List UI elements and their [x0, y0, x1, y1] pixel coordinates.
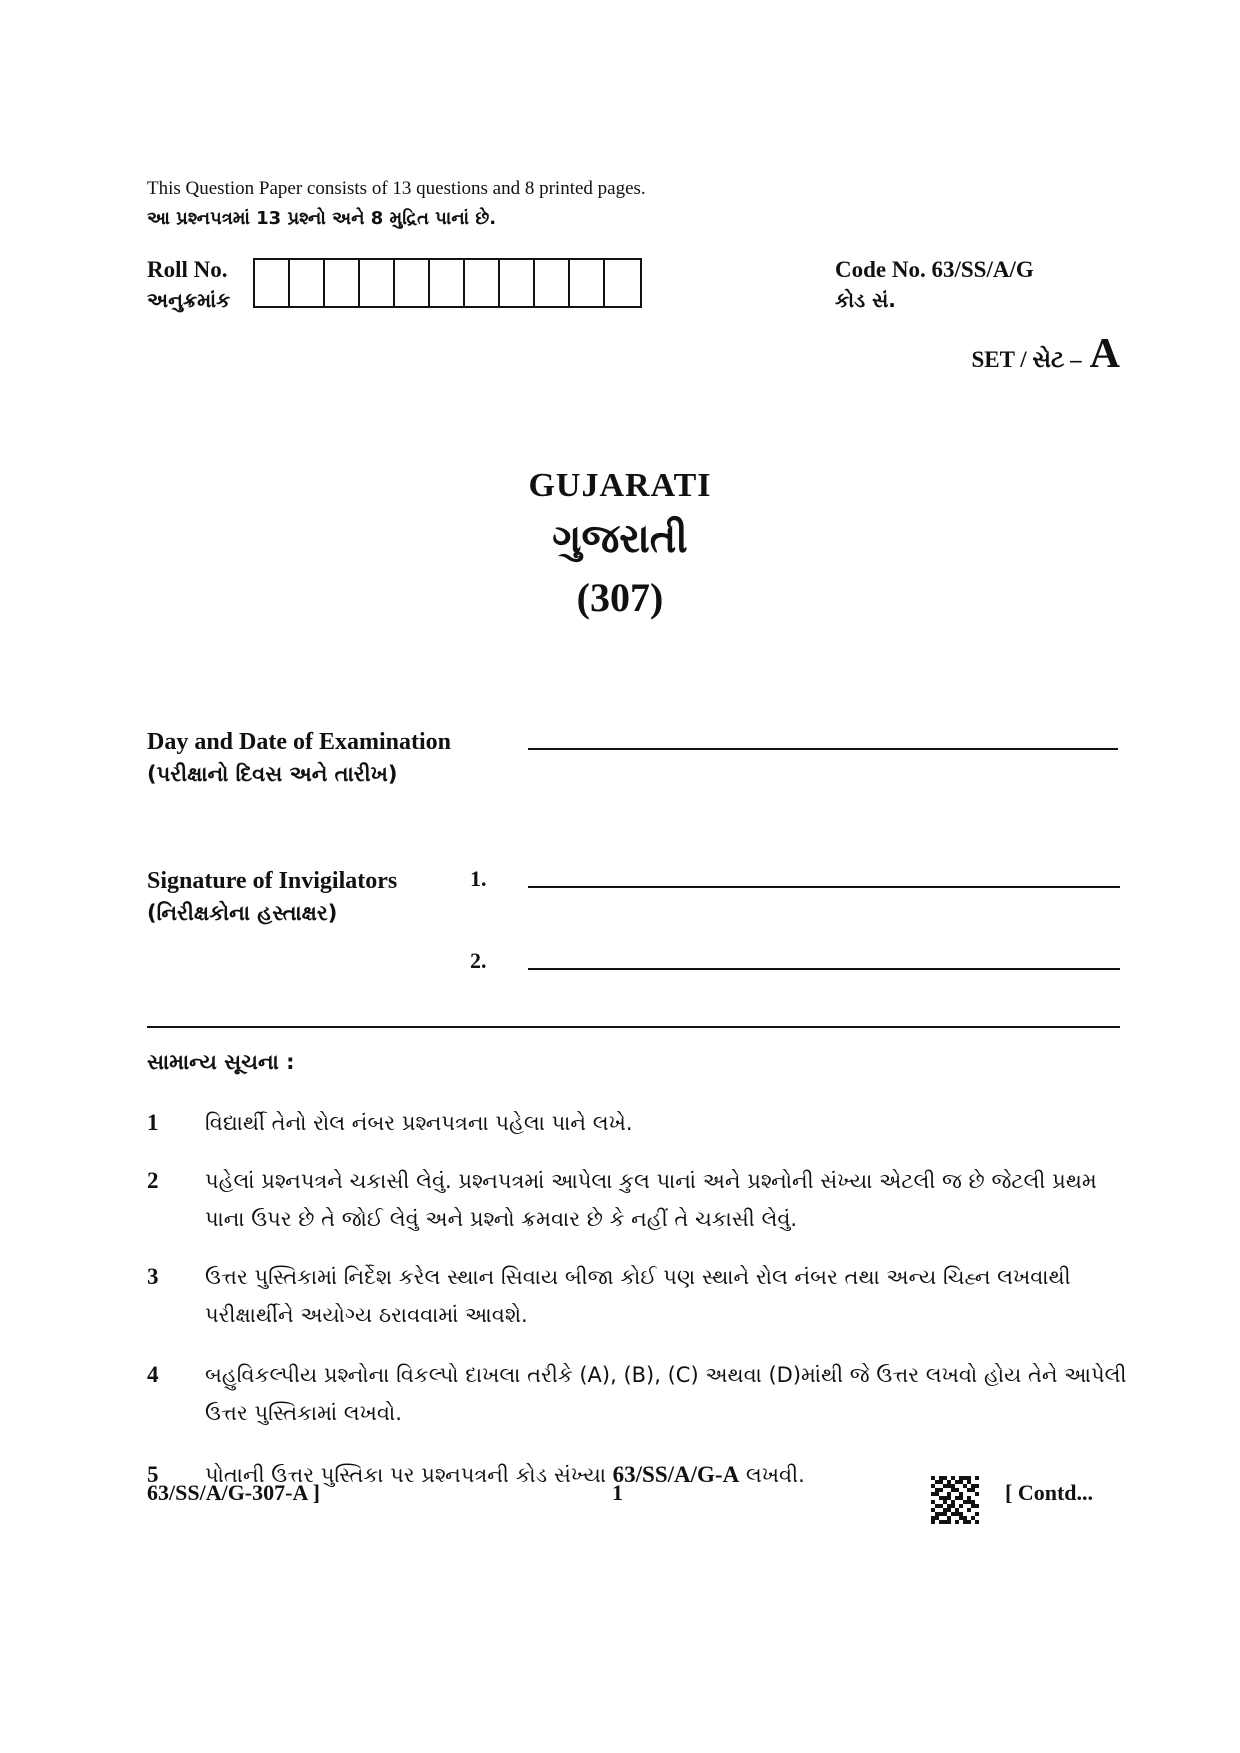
instruction-item — [147, 1162, 1127, 1238]
roll-number-box[interactable] — [325, 260, 360, 306]
paper-info — [147, 174, 646, 234]
invigilator-signature-label — [147, 865, 397, 929]
instruction-number: 4 — [147, 1362, 159, 1387]
instruction-text-before: પોતાની ઉત્તર પુસ્તિકા પર પ્રશ્નપત્રની કોડ સંખ્યા — [205, 1463, 606, 1487]
roll-number-box[interactable] — [570, 260, 605, 306]
page-number: 1 — [612, 1480, 623, 1505]
roll-number-box[interactable] — [500, 260, 535, 306]
exam-date-label — [147, 726, 451, 790]
exam-date-line[interactable] — [528, 748, 1118, 750]
code-number-label — [835, 255, 1034, 315]
roll-number-box[interactable] — [605, 260, 640, 306]
instruction-number: 5 — [147, 1462, 159, 1487]
roll-number-box[interactable] — [395, 260, 430, 306]
instruction-text — [205, 1456, 1127, 1494]
continued-indicator: [ Contd... — [1005, 1480, 1094, 1505]
roll-number-box[interactable] — [290, 260, 325, 306]
roll-label-english: Roll No. — [147, 257, 228, 282]
roll-number-box[interactable] — [360, 260, 395, 306]
subject-code: (307) — [576, 575, 664, 620]
instruction-text-after: લખવી. — [745, 1463, 805, 1487]
instructions-title: સામાન્ય સૂચના : — [147, 1050, 295, 1074]
roll-number-boxes[interactable] — [253, 258, 642, 308]
instruction-text: વિદ્યાર્થી તેનો રોલ નંબર પ્રશ્નપત્રના પહેલા પાને લખે. — [205, 1111, 633, 1135]
signature-label-gujarati: (નિરીક્ષકોના હસ્તાક્ષર) — [147, 901, 338, 925]
subject-name-gujarati: ગુજરાતી — [552, 516, 688, 562]
instruction-number: 2 — [147, 1168, 159, 1193]
code-label-gujarati: કોડ સં. — [835, 288, 896, 312]
instruction-number: 3 — [147, 1264, 159, 1289]
set-label: SET / સેટ – — [971, 347, 1082, 372]
roll-label-gujarati: અનુક્રમાંક — [147, 288, 231, 312]
roll-number-box[interactable] — [430, 260, 465, 306]
code-label-english: Code No. 63/SS/A/G — [835, 257, 1034, 282]
set-letter: A — [1089, 331, 1120, 377]
instruction-text: ઉત્તર પુસ્તિકામાં નિર્દેશ કરેલ સ્થાન સિવાય બીજા કોઈ પણ સ્થાને રોલ નંબર તથા અન્ય ચિહ્ન લખવાથી પરીક્ષાર્થીને અયોગ્ય ઠરાવવામાં આવશે. — [205, 1265, 1071, 1327]
qr-code-icon — [931, 1476, 979, 1524]
set-indicator — [971, 330, 1120, 378]
roll-number-box[interactable] — [465, 260, 500, 306]
subject-title — [0, 463, 1240, 627]
signature-number-1: 1. — [470, 866, 487, 891]
answer-code: 63/SS/A/G-A — [612, 1462, 740, 1487]
roll-number-label — [147, 255, 230, 315]
signature-label-english: Signature of Invigilators — [147, 868, 398, 894]
subject-name-english: GUJARATI — [528, 467, 712, 504]
signature-line-1[interactable] — [528, 886, 1120, 888]
roll-number-box[interactable] — [255, 260, 290, 306]
roll-number-box[interactable] — [535, 260, 570, 306]
instruction-item — [147, 1258, 1127, 1334]
exam-date-label-gujarati: (પરીક્ષાનો દિવસ અને તારીખ) — [147, 762, 398, 786]
instruction-text: પહેલાં પ્રશ્નપત્રને ચકાસી લેવું. પ્રશ્નપત્રમાં આપેલા કુલ પાનાં અને પ્રશ્નોની સંખ્યા એટલી જ છે જેટલી પ્રથમ પાના ઉપર છે તે જોઈ લેવું અને પ્રશ્નો ક્રમવાર છે કે નહીં તે ચકાસી લેવું. — [205, 1169, 1097, 1231]
paper-info-gujarati: આ પ્રશ્નપત્રમાં 13 પ્રશ્નો અને 8 મુદ્રિત પાનાં છે. — [147, 208, 497, 229]
instruction-number: 1 — [147, 1110, 159, 1135]
exam-date-label-english: Day and Date of Examination — [147, 729, 452, 755]
footer-paper-code: 63/SS/A/G-307-A ] — [147, 1480, 320, 1505]
instruction-item — [147, 1356, 1127, 1432]
instruction-text: બહુવિકલ્પીય પ્રશ્નોના વિકલ્પો દાખલા તરીકે (A), (B), (C) અથવા (D)માંથી જે ઉત્તર લખવો હોય તેને આપેલી ઉત્તર પુસ્તિકામાં લખવો. — [205, 1363, 1127, 1425]
section-divider — [147, 1026, 1120, 1028]
instruction-item — [147, 1104, 1127, 1142]
paper-info-english: This Question Paper consists of 13 questions and 8 printed pages. — [147, 178, 646, 199]
signature-line-2[interactable] — [528, 968, 1120, 970]
signature-number-2: 2. — [470, 948, 487, 973]
